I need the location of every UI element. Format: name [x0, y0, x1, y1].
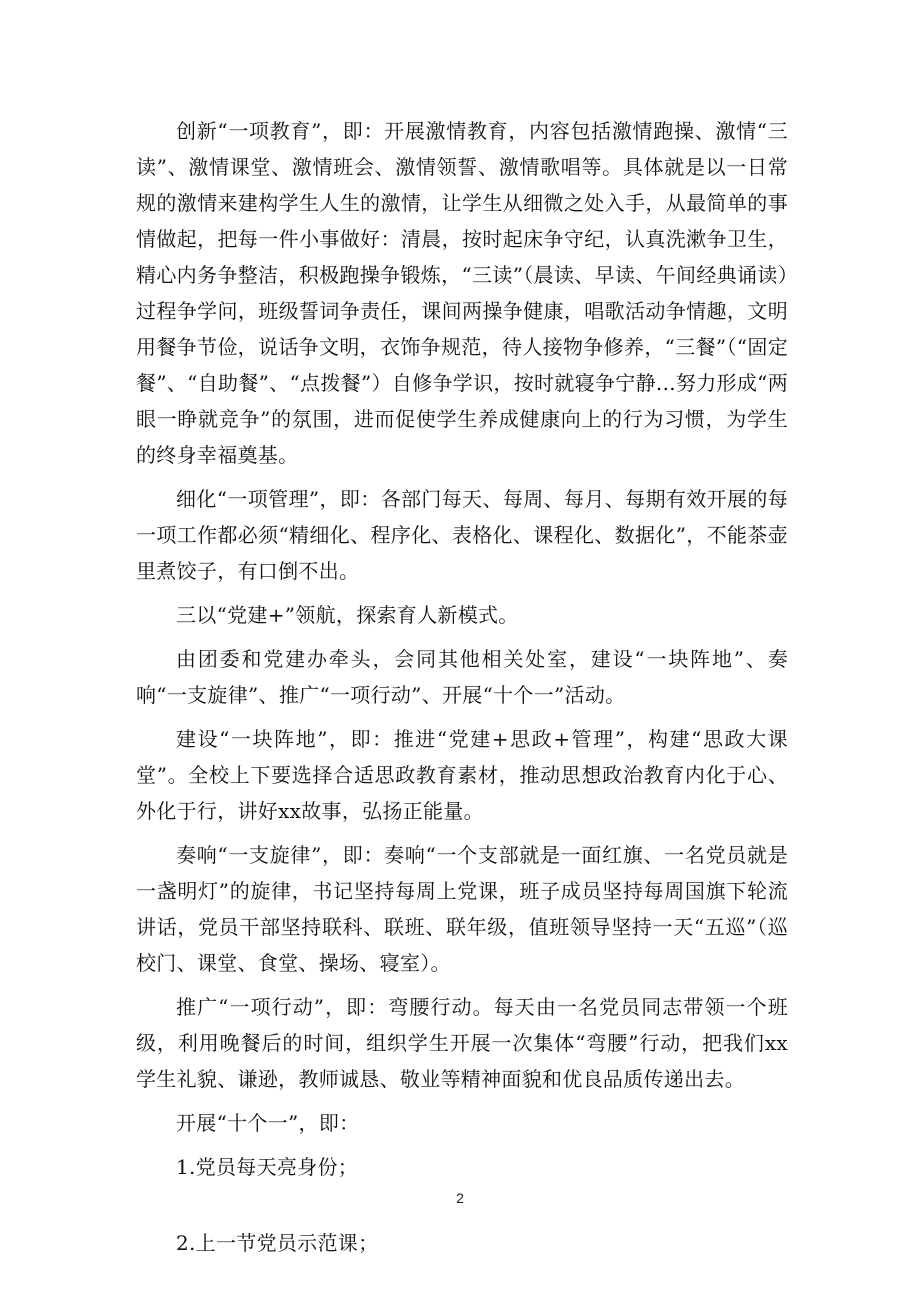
paragraph-education: 创新“一项教育”，即：开展激情教育，内容包括激情跑操、激情“三读”、激情课堂、激情班会、激情领誓、激情歌唱等。具体就是以一日常规的激情来建构学生人生的激情，让学生从细微之处入手，从最简单的事情做起，把每一件小事做好：清晨，按时起床争守纪，认真洗漱争卫生，精心内务争整洁，积极跑操争锻炼，“三读”（晨读、早读、午间经典诵读）过程争学问，班级誓词争责任，课间两操争健康，唱歌活动争情趣，文明用餐争节俭，说话争文明，衣饰争规范，待人接物争修养，“三餐”（“固定餐”、“自助餐”、“点拨餐”）自修争学识，按时就寝争宁静...努力形成“两眼一睁就竞争”的氛围，进而促使学生养成健康向上的行为习惯，为学生的终身幸福奠基。 [136, 119, 788, 467]
paragraph-management: 细化“一项管理”，即：各部门每天、每周、每月、每期有效开展的每一项工作都必须“精细化、程序化、表格化、课程化、数据化”，不能茶壶里煮饺子，有口倒不出。 [136, 487, 788, 583]
paragraph-action: 推广“一项行动”，即：弯腰行动。每天由一名党员同志带领一个班级，利用晚餐后的时间，组织学生开展一次集体“弯腰”行动，把我们xx学生礼貌、谦逊，教师诚恳、敬业等精神面貌和优良品质传递出去。 [136, 995, 788, 1091]
list-item-1: 1.党员每天亮身份； [176, 1155, 359, 1179]
document-body [136, 113, 788, 1269]
paragraph-melody: 奏响“一支旋律”，即：奏响“一个支部就是一面红旗、一名党员就是一盏明灯”的旋律，书记坚持每周上党课，班子成员坚持每周国旗下轮流讲话，党员干部坚持联科、联班、联年级，值班领导坚持一天“五巡”（巡校门、课堂、食堂、操场、寝室）。 [136, 843, 788, 975]
page-number: 2 [456, 1190, 464, 1206]
paragraph-party-building-heading: 三以“党建+”领航，探索育人新模式。 [176, 603, 519, 627]
list-item-2: 2.上一节党员示范课； [176, 1231, 379, 1255]
paragraph-league-lead: 由团委和党建办牵头，会同其他相关处室，建设“一块阵地”、奏响“一支旋律”、推广“一项行动”、开展“十个一”活动。 [136, 647, 788, 707]
paragraph-ten-ones: 开展“十个一”，即： [176, 1111, 360, 1135]
paragraph-position: 建设“一块阵地”，即：推进“党建+思政+管理”，构建“思政大课堂”。全校上下要选择合适思政教育素材，推动思想政治教育内化于心、外化于行，讲好xx故事，弘扬正能量。 [136, 727, 788, 823]
